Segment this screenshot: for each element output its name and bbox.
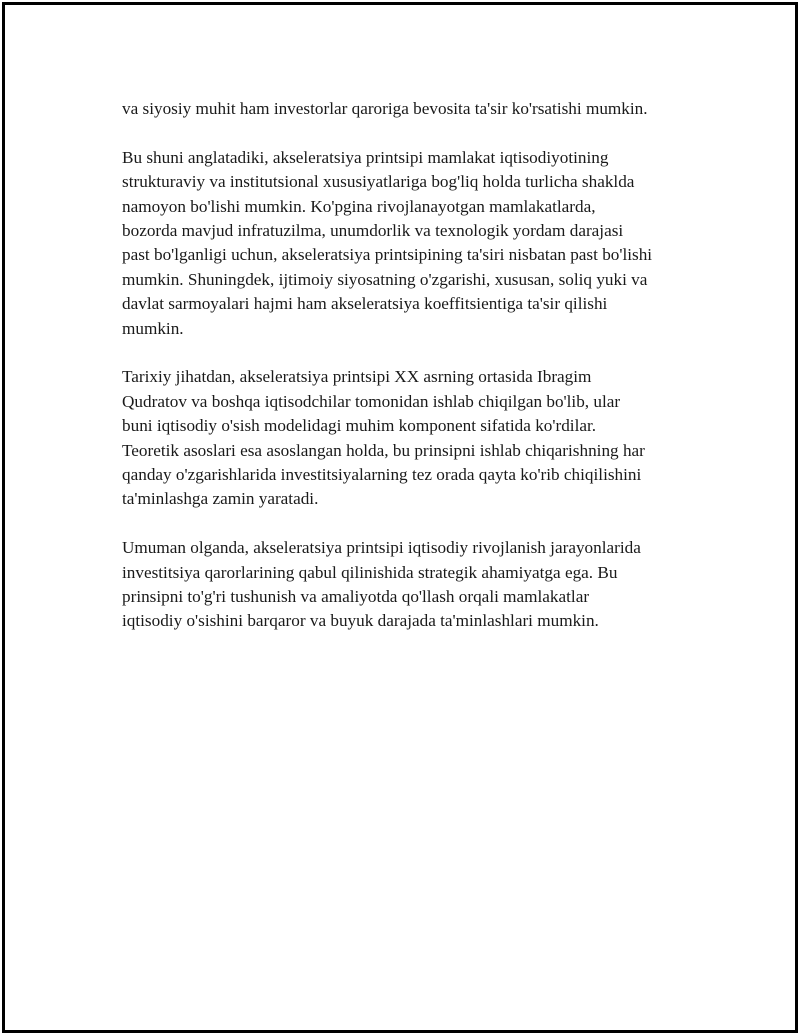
text-line: davlat sarmoyalari hajmi ham akseleratsiya koeffitsientiga ta'sir qilishi <box>122 294 608 314</box>
text-line: bozorda mavjud infratuzilma, unumdorlik va texnologik yordam darajasi <box>122 221 624 241</box>
text-line: mumkin. Shuningdek, ijtimoiy siyosatning o'zgarishi, xususan, soliq yuki va <box>122 269 648 289</box>
text-line: buni iqtisodiy o'sish modelidagi muhim komponent sifatida ko'rdilar. <box>122 416 597 436</box>
text-line: Tarixiy jihatdan, akseleratsiya printsipi XX asrning ortasida Ibragim <box>122 367 592 387</box>
text-line: Teoretik asoslari esa asoslangan holda, bu prinsipni ishlab chiqarishning har <box>122 440 645 460</box>
page-body <box>122 97 702 658</box>
paragraph-1 <box>122 97 702 121</box>
text-line: Bu shuni anglatadiki, akseleratsiya printsipi mamlakat iqtisodiyotining <box>122 147 609 167</box>
paragraph-3 <box>122 365 702 511</box>
text-line: past bo'lganligi uchun, akseleratsiya printsipining ta'siri nisbatan past bo'lishi <box>122 245 653 265</box>
paragraph-4 <box>122 536 702 634</box>
text-line: strukturaviy va institutsional xususiyatlariga bog'liq holda turlicha shaklda <box>122 172 635 192</box>
text-line: Qudratov va boshqa iqtisodchilar tomonidan ishlab chiqilgan bo'lib, ular <box>122 391 621 411</box>
paragraph-2 <box>122 146 702 341</box>
text-line: iqtisodiy o'sishini barqaror va buyuk darajada ta'minlashlari mumkin. <box>122 611 599 631</box>
text-line: ta'minlashga zamin yaratadi. <box>122 489 319 509</box>
text-line: qanday o'zgarishlarida investitsiyalarning tez orada qayta ko'rib chiqilishini <box>122 465 642 485</box>
text-line: investitsiya qarorlarining qabul qilinishida strategik ahamiyatga ega. Bu <box>122 562 618 582</box>
text-line: mumkin. <box>122 318 184 338</box>
text-line: namoyon bo'lishi mumkin. Ko'pgina rivojlanayotgan mamlakatlarda, <box>122 196 596 216</box>
text-line: va siyosiy muhit ham investorlar qaroriga bevosita ta'sir ko'rsatishi mumkin. <box>122 99 648 118</box>
text-line: Umuman olganda, akseleratsiya printsipi iqtisodiy rivojlanish jarayonlarida <box>122 538 641 558</box>
page-frame <box>2 2 798 1033</box>
text-line: prinsipni to'g'ri tushunish va amaliyotda qo'llash orqali mamlakatlar <box>122 587 590 607</box>
